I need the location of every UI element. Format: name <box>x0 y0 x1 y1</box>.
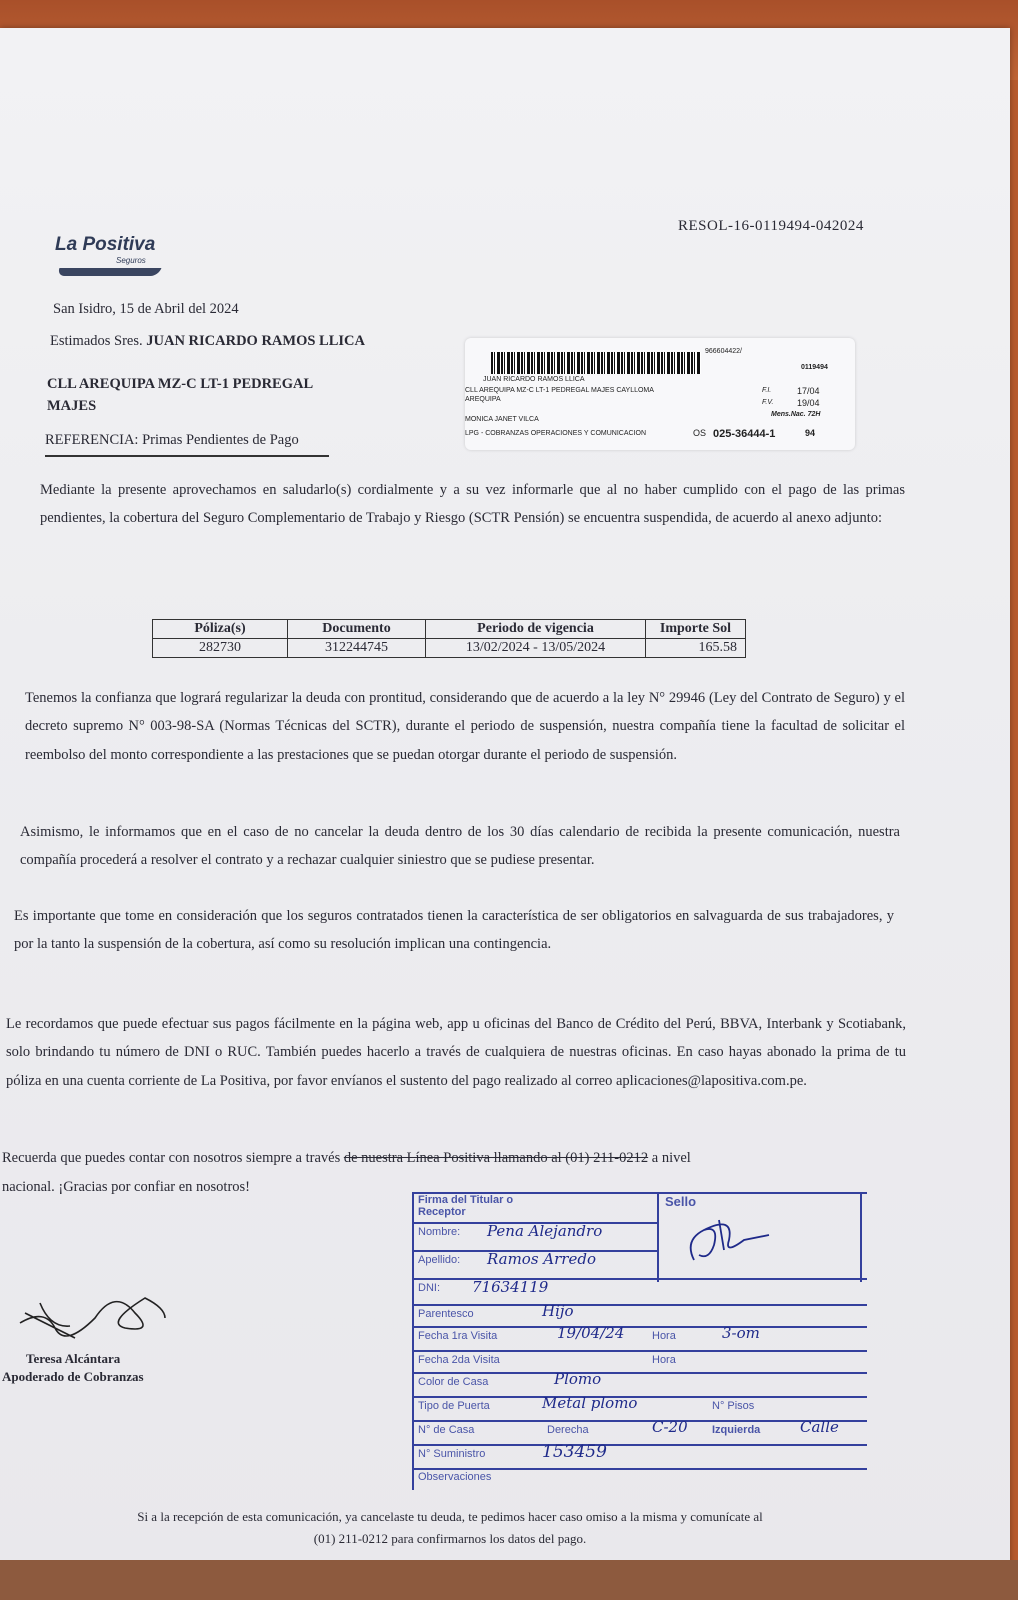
stamp-signature-icon <box>674 1210 774 1270</box>
reference-label: REFERENCIA: <box>45 432 139 448</box>
cell-importe: 165.58 <box>646 639 746 658</box>
greeting <box>50 328 365 356</box>
label-os: OS <box>693 428 707 438</box>
paragraph-5 <box>2 1145 691 1173</box>
label-agent: MONICA JANET VILCA <box>465 416 539 423</box>
stamp-apellido-value: Ramos Arredo <box>487 1250 596 1268</box>
stamp-izquierda-label: Izquierda <box>712 1424 761 1436</box>
resolution-number: RESOL-16-0119494-042024 <box>678 218 864 234</box>
label-mens: Mens.Nac. 72H <box>771 411 821 418</box>
annex-table-header <box>153 620 746 639</box>
stamp-suministro-label: N° Suministro <box>418 1448 486 1460</box>
col-documento: Documento <box>288 620 426 639</box>
reference-text: Primas Pendientes de Pago <box>142 432 299 448</box>
label-os-suffix: 94 <box>805 428 816 438</box>
stamp-nombre-value: Pena Alejandro <box>487 1222 603 1240</box>
mailing-label <box>465 338 855 450</box>
label-fi-value: 17/04 <box>797 386 820 396</box>
stamp-nrocasa-label: N° de Casa <box>418 1424 475 1436</box>
address-line-1: CLL AREQUIPA MZ-C LT-1 PEDREGAL <box>47 376 314 392</box>
paragraph-3: Es importante que tome en consideración que los seguros contratados tienen la característica de ser obligatorios en salvaguarda de sus trabajadores, y por la tanto la suspensión de la cobertura, así como su resolución implican una contingencia. <box>14 908 894 953</box>
stamp-color-value: Plomo <box>554 1370 602 1388</box>
stamp-fecha2-label: Fecha 2da Visita <box>418 1354 500 1366</box>
signer-name: Teresa Alcántara <box>26 1351 121 1366</box>
paragraph-2: Asimismo, le informamos que en el caso de no cancelar la deuda dentro de los 30 días calendario de recibida la presente comunicación, nuestra compañía procederá a resolver el contrato y a rechazar cualquier siniestro que se pudiese presentar. <box>20 824 900 869</box>
background-bottom <box>0 1560 1018 1600</box>
label-code-right: 0119494 <box>801 364 828 371</box>
stamp-hora-value: 3-om <box>722 1324 760 1342</box>
stamp-parentesco-value: Hijo <box>542 1302 574 1320</box>
paragraph-5-a: Recuerda que puedes contar con nosotros siempre a través <box>2 1150 341 1166</box>
company-logo-subtitle: Seguros <box>116 256 146 265</box>
stamp-izquierda-value: Calle <box>800 1418 839 1436</box>
letter-page <box>0 28 1010 1600</box>
table-row <box>153 639 746 658</box>
col-poliza: Póliza(s) <box>153 620 288 639</box>
company-logo: La Positiva <box>55 234 156 255</box>
recipient-name: JUAN RICARDO RAMOS LLICA <box>146 333 365 349</box>
col-importe: Importe Sol <box>646 620 746 639</box>
label-address: CLL AREQUIPA MZ-C LT-1 PEDREGAL MAJES CAYLLOMA <box>465 387 654 394</box>
cell-documento: 312244745 <box>288 639 426 658</box>
paragraph-5-struck: de nuestra Línea Positiva llamando al (01) 211-0212 <box>343 1150 649 1166</box>
label-fv-value: 19/04 <box>797 398 820 408</box>
col-periodo: Periodo de vigencia <box>426 620 646 639</box>
stamp-fecha1-value: 19/04/24 <box>557 1324 625 1342</box>
footer-line-1: Si a la recepción de esta comunicación, ya cancelaste tu deuda, te pedimos hacer caso omiso a la misma y comunícate al <box>137 1509 763 1524</box>
annex-table <box>152 619 746 658</box>
greeting-prefix: Estimados Sres. <box>50 333 143 349</box>
stamp-suministro-value: 153459 <box>542 1442 607 1462</box>
footer-note <box>70 1506 830 1550</box>
label-city: AREQUIPA <box>465 396 501 403</box>
stamp-dni-value: 71634119 <box>472 1278 549 1296</box>
stamp-puerta-label: Tipo de Puerta <box>418 1400 490 1412</box>
delivery-stamp <box>412 1192 867 1490</box>
logo-swoosh-icon <box>57 268 162 276</box>
label-fv: F.V. <box>762 399 774 406</box>
stamp-parentesco-label: Parentesco <box>418 1308 474 1320</box>
label-dept: LPG - COBRANZAS OPERACIONES Y COMUNICACION <box>465 430 646 437</box>
label-code-top: 966604422/ <box>705 348 742 355</box>
cell-periodo: 13/02/2024 - 13/05/2024 <box>426 639 646 658</box>
stamp-hora2-label: Hora <box>652 1354 676 1366</box>
intro-paragraph: Mediante la presente aprovechamos en saludarlo(s) cordialmente y a su vez informarle que al no haber cumplido con el pago de las primas pendientes, la cobertura del Seguro Complementario de Trabajo y Riesgo (SCTR Pensión) se encuentra suspendida, de acuerdo al anexo adjunto: <box>40 482 905 527</box>
address-line-2: MAJES <box>47 398 97 414</box>
paragraph-1: Tenemos la confianza que logrará regularizar la deuda con prontitud, considerando que de acuerdo a la ley N° 29946 (Ley del Contrato de Seguro) y el decreto supremo N° 003-98-SA (Normas Técnicas del SCTR), durante el periodo de suspensión, nuestra compañía tiene la facultad de solicitar el reembolso del monto correspondiente a las prestaciones que se puedan otorgar durante el periodo de suspensión. <box>25 690 905 763</box>
stamp-color-label: Color de Casa <box>418 1376 489 1388</box>
barcode-icon <box>491 352 701 374</box>
footer-line-2: (01) 211-0212 para confirmarnos los datos del pago. <box>313 1531 587 1547</box>
stamp-nombre-label: Nombre: <box>418 1226 461 1238</box>
stamp-dni-label: DNI: <box>418 1282 440 1294</box>
reference <box>45 427 329 457</box>
stamp-observaciones-label: Observaciones <box>418 1471 492 1483</box>
label-name: JUAN RICARDO RAMOS LLICA <box>483 376 585 383</box>
stamp-apellido-label: Apellido: <box>418 1254 461 1266</box>
stamp-puerta-value: Metal plomo <box>542 1394 638 1412</box>
stamp-firma-label: Firma del Titular o Receptor <box>418 1194 514 1219</box>
stamp-hora-label: Hora <box>652 1330 676 1342</box>
handwritten-signature-icon <box>15 1268 175 1348</box>
letter-date: San Isidro, 15 de Abril del 2024 <box>53 301 239 317</box>
signer-role: Apoderado de Cobranzas <box>2 1369 144 1384</box>
paragraph-4: Le recordamos que puede efectuar sus pagos fácilmente en la página web, app u oficinas del Banco de Crédito del Perú, BBVA, Interbank y Scotiabank, solo brindando tu número de DNI o RUC. También puedes hacerlo a través de cualquiera de nuestras oficinas. En caso hayas abonado la prima de tu póliza en una cuenta corriente de La Positiva, por favor envíanos el sustento del pago realizado al correo aplicaciones@lapositiva.com.pe. <box>6 1016 906 1089</box>
paragraph-5-b: a nivel <box>651 1150 691 1166</box>
cell-poliza: 282730 <box>153 639 288 658</box>
stamp-derecha-label: Derecha <box>547 1424 589 1436</box>
paragraph-5-thanks: nacional. ¡Gracias por confiar en nosotros! <box>2 1179 251 1195</box>
stamp-sello-label: Sello <box>665 1194 697 1209</box>
stamp-pisos-label: N° Pisos <box>712 1400 755 1412</box>
label-fi: F.I. <box>762 387 772 394</box>
stamp-derecha-value: C-20 <box>652 1418 688 1436</box>
label-os-number: 025-36444-1 <box>713 428 776 440</box>
stamp-fecha1-label: Fecha 1ra Visita <box>418 1330 498 1342</box>
